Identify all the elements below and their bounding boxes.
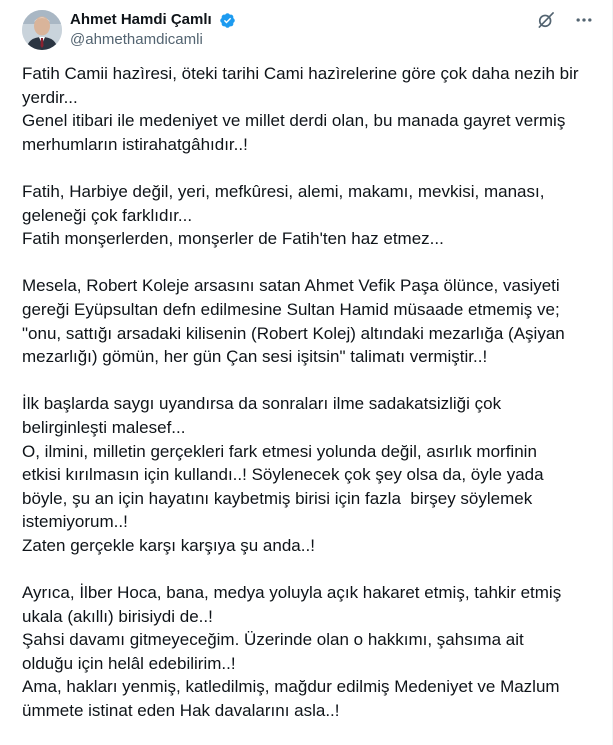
tweet-line: Ama, hakları yenmiş, katledilmiş, mağdur edilmiş Medeniyet ve Mazlum	[22, 677, 560, 697]
tweet-paragraph	[22, 62, 592, 156]
tweet-line: böyle, şu an için hayatını kaybetmiş birisi için fazla birşey söylemek	[22, 488, 533, 508]
tweet-paragraph	[22, 274, 592, 368]
profile-avatar[interactable]	[22, 10, 62, 50]
tweet-line: etkisi kırılmasın için kullandı..! Söylenecek çok şey olsa da, öyle yada	[22, 465, 544, 485]
tweet-line: yerdir...	[22, 87, 78, 107]
tweet-line: Fatih Camii hazìresi, öteki tarihi Cami hazìrelerine göre çok daha nezih bir	[22, 64, 579, 83]
author-display-name[interactable]: Ahmet Hamdi Çamlı	[70, 11, 212, 28]
tweet-line: O, ilmini, milletin gerçekleri fark etmesi yolunda değil, asırlık morfinin	[22, 441, 537, 461]
verified-badge-icon	[219, 12, 236, 29]
tweet-line: olduğu için helâl edebilirim..!	[22, 653, 236, 673]
tweet-line: ümmete istinat eden Hak davalarını asla..!	[22, 701, 340, 721]
tweet-line: Zaten gerçekle karşı karşıya şu anda..!	[22, 535, 315, 555]
tweet-line: gereği Eyüpsultan defn edilmesine Sultan Hamid müsaade etmemiş ve;	[22, 299, 560, 319]
tweet-line: Fatih monşerlerden, monşerler de Fatih'ten haz etmez...	[22, 229, 444, 249]
more-options-icon[interactable]	[574, 10, 594, 30]
tweet-line: "onu, sattığı arsadaki kilisenin (Robert Kolej) altındaki mezarlığa (Aşiyan	[22, 323, 565, 343]
tweet-paragraph	[22, 392, 592, 557]
tweet-line: Fatih, Harbiye değil, yeri, mefkûresi, alemi, makamı, mevkisi, manası,	[22, 181, 545, 201]
author-names	[70, 10, 236, 50]
tweet-line: Şahsi davamı gitmeyeceğim. Üzerinde olan o hakkımı, şahsıma ait	[22, 630, 524, 650]
tweet-line: İlk başlarda saygı uyandırsa da sonraları ilme sadakatsizliği çok	[22, 394, 502, 414]
tweet-header	[22, 10, 594, 50]
tweet-line: Ayrıca, İlber Hoca, bana, medya yoluyla açık hakaret etmiş, tahkir etmiş	[22, 583, 562, 603]
tweet-paragraph	[22, 581, 592, 723]
tweet-line: Mesela, Robert Koleje arsasını satan Ahmet Vefik Paşa ölünce, vasiyeti	[22, 276, 560, 296]
author-handle[interactable]: @ahmethamdicamli	[70, 31, 203, 48]
tweet-line: geleneği çok farklıdır...	[22, 205, 193, 225]
grok-icon[interactable]	[536, 10, 556, 30]
tweet-line: belirginleşti malesef...	[22, 417, 186, 437]
tweet-paragraph	[22, 180, 592, 251]
tweet-actions	[536, 10, 594, 30]
tweet-line: merhumların istirahatgâhıdır..!	[22, 134, 248, 154]
tweet-line: istemiyorum..!	[22, 512, 128, 532]
tweet-line: mezarlığı) gömün, her gün Çan sesi işitsin" talimatı vermiştir..!	[22, 347, 488, 367]
tweet-text	[22, 62, 592, 745]
tweet-line: ukala (akıllı) birisiydi de..!	[22, 606, 213, 626]
tweet-line: Genel itibari ile medeniyet ve millet derdi olan, bu manada gayret vermiş	[22, 111, 566, 131]
